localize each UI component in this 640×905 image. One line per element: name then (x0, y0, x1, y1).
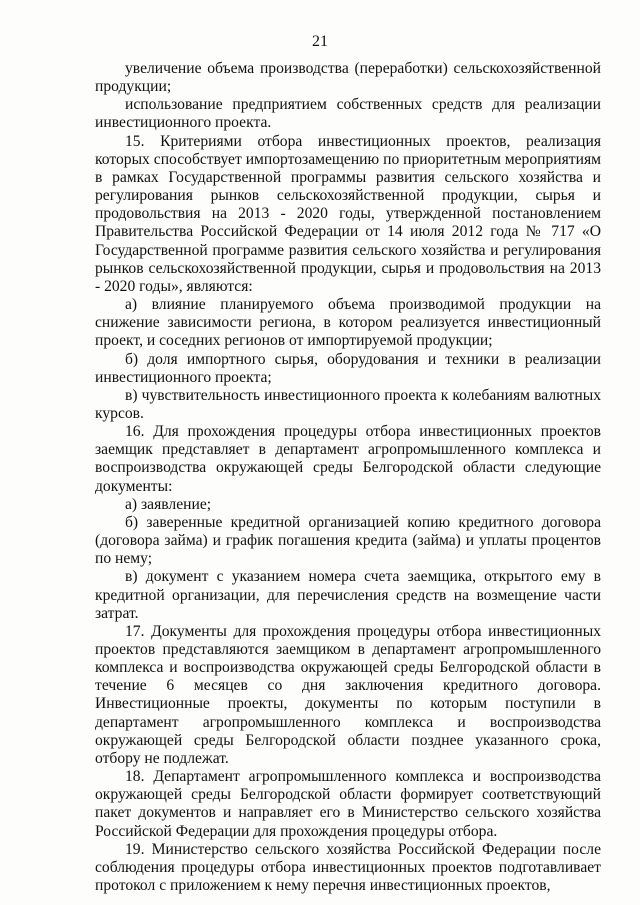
paragraph-15-item-a: а) влияние планируемого объема производимой продукции на снижение зависимости региона, в котором реализуется инвестиционный проект, и соседних регионов от импортируемой продукции; (95, 296, 601, 350)
document-body (95, 60, 601, 895)
paragraph-17-submission: 17. Документы для прохождения процедуры отбора инвестиционных проектов представляются заемщиком в департамент агропромышленного комплекса и воспроизводства окружающей среды Белгородской области в течение 6 месяцев со дня заключения кредитного договора. Инвестиционные проекты, документы по которым поступили в департамент агропромышленного комплекса и воспроизводства окружающей среды Белгородской области позднее указанного срока, отбору не подлежат. (95, 622, 601, 767)
paragraph-15-item-b: б) доля импортного сырья, оборудования и техники в реализации инвестиционного проекта; (95, 350, 601, 386)
paragraph-16-documents: 16. Для прохождения процедуры отбора инвестиционных проектов заемщик представляет в департамент агропромышленного комплекса и воспроизводства окружающей среды Белгородской области следующие документы: (95, 423, 601, 495)
paragraph-16-item-a: а) заявление; (125, 495, 212, 513)
paragraph-production-increase: увеличение объема производства (переработки) сельскохозяйственной продукции; (95, 60, 601, 96)
paragraph-16-item-c: в) документ с указанием номера счета заемщика, открытого ему в кредитной организации, для перечисления средств на возмещение части затрат. (95, 568, 601, 622)
paragraph-18-department: 18. Департамент агропромышленного комплекса и воспроизводства окружающей среды Белгородской области формирует соответствующий пакет документов и направляет его в Министерство сельского хозяйства Российской Федерации для прохождения процедуры отбора. (95, 768, 601, 840)
page-number: 21 (312, 33, 328, 50)
paragraph-19-ministry: 19. Министерство сельского хозяйства Российской Федерации после соблюдения процедуры отбора инвестиционных проектов подготавливает протокол с приложением к нему перечня инвестиционных проектов, (95, 840, 601, 895)
paragraph-16-item-b: б) заверенные кредитной организацией копию кредитного договора (договора займа) и график погашения кредита (займа) и уплаты процентов по нему; (95, 513, 601, 568)
paragraph-own-funds: использование предприятием собственных средств для реализации инвестиционного проекта. (95, 96, 601, 132)
paragraph-15-item-c: в) чувствительность инвестиционного проекта к колебаниям валютных курсов. (95, 386, 601, 422)
paragraph-15-criteria: 15. Критериями отбора инвестиционных проектов, реализация которых способствует импортозамещению по приоритетным мероприятиям в рамках Государственной программы развития сельского хозяйства и регулирования рынков сельскохозяйственной продукции, сырья и продовольствия на 2013 - 2020 годы, утвержденной постановлением Правительства Российской Федерации от 14 июля 2012 года № 717 «О Государственной программе развития сельского хозяйства и регулирования рынков сельскохозяйственной продукции, сырья и продовольствия на 2013 - 2020 годы», являются: (95, 132, 601, 295)
